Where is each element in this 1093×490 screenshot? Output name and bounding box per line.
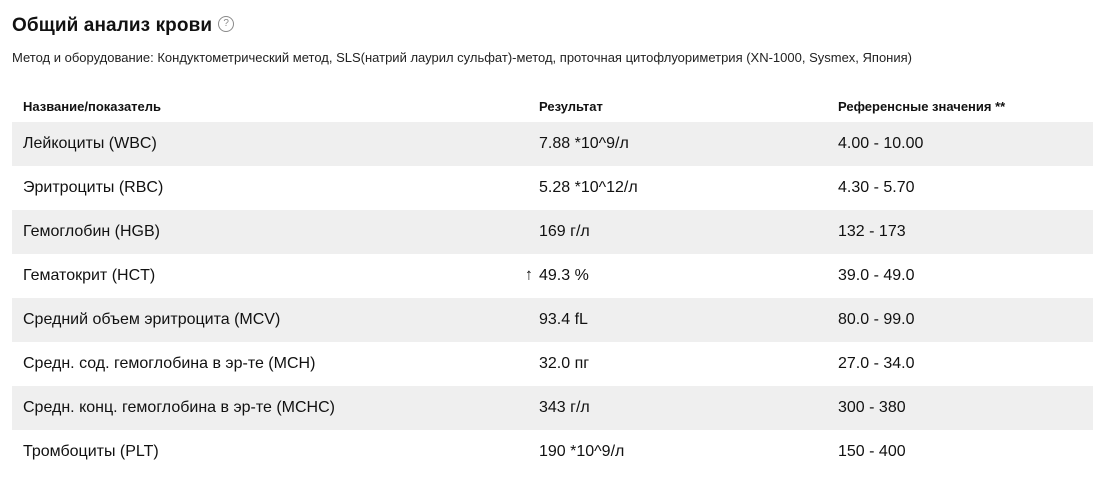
result-value: 343 г/л — [539, 399, 590, 416]
table-row — [12, 122, 1093, 166]
column-header-result: Результат — [539, 98, 603, 114]
row-result — [528, 355, 826, 373]
method-description: Метод и оборудование: Кондуктометрический метод, SLS(натрий лаурил сульфат)-метод, проточная цитофлуориметрия (XN-1000, Sysmex, Япония) — [12, 50, 912, 65]
column-header-name: Название/показатель — [23, 98, 162, 114]
result-value: 7.88 *10^9/л — [539, 135, 629, 152]
row-result — [525, 266, 826, 285]
question-circle-icon[interactable]: ? — [218, 16, 234, 32]
result-value: 49.3 % — [539, 267, 589, 284]
row-reference: 4.30 - 5.70 — [838, 179, 915, 196]
page-title: Общий анализ крови — [12, 15, 213, 36]
result-value: 190 *10^9/л — [539, 443, 625, 460]
table-row — [12, 254, 1093, 298]
row-result — [528, 223, 826, 241]
row-name: Средний объем эритроцита (MCV) — [23, 311, 281, 328]
row-reference: 300 - 380 — [838, 399, 906, 416]
row-name: Средн. конц. гемоглобина в эр-те (MCHC) — [23, 399, 335, 416]
row-reference: 39.0 - 49.0 — [838, 267, 915, 284]
table-row — [12, 342, 1093, 386]
table-header — [12, 90, 1093, 122]
row-name: Гематокрит (HCT) — [23, 267, 156, 284]
result-value: 169 г/л — [539, 223, 590, 240]
row-name: Лейкоциты (WBC) — [23, 135, 157, 152]
row-reference: 80.0 - 99.0 — [838, 311, 915, 328]
row-reference: 4.00 - 10.00 — [838, 135, 924, 152]
table-row — [12, 210, 1093, 254]
table-row — [12, 298, 1093, 342]
row-result — [528, 399, 826, 417]
row-result — [528, 179, 826, 197]
row-name: Средн. сод. гемоглобина в эр-те (MCH) — [23, 355, 316, 372]
results-table — [12, 90, 1093, 474]
row-result — [528, 443, 826, 461]
row-reference: 132 - 173 — [838, 223, 906, 240]
column-header-reference: Референсные значения ** — [838, 98, 1006, 114]
title-row — [12, 12, 234, 40]
arrow-up-icon: ↑ — [525, 266, 533, 284]
result-value: 5.28 *10^12/л — [539, 179, 638, 196]
result-value: 93.4 fL — [539, 311, 588, 328]
row-name: Тромбоциты (PLT) — [23, 443, 159, 460]
table-row — [12, 386, 1093, 430]
row-reference: 27.0 - 34.0 — [838, 355, 915, 372]
table-row — [12, 430, 1093, 474]
row-name: Эритроциты (RBC) — [23, 179, 164, 196]
row-result — [528, 311, 826, 329]
table-row — [12, 166, 1093, 210]
row-reference: 150 - 400 — [838, 443, 906, 460]
row-result — [528, 135, 826, 153]
result-value: 32.0 пг — [539, 355, 590, 372]
row-name: Гемоглобин (HGB) — [23, 223, 160, 240]
